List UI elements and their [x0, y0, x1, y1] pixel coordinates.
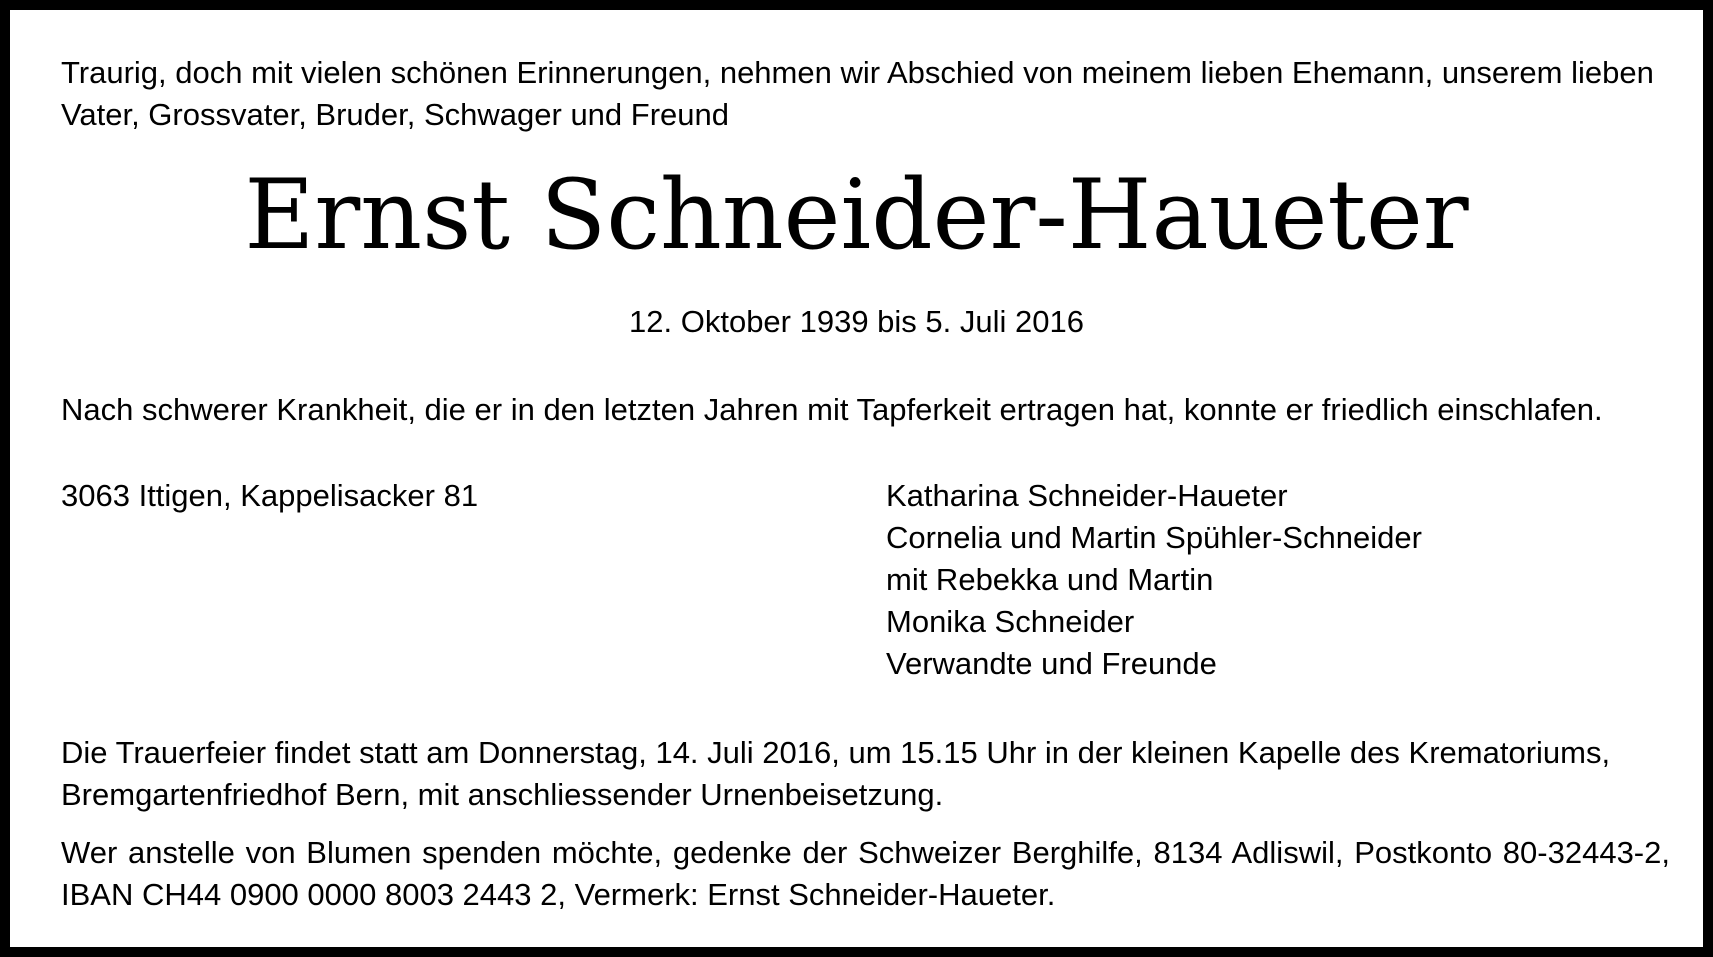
service-text: Die Trauerfeier findet statt am Donnerstag, 14. Juli 2016, um 15.15 Uhr in der kleinen Kapelle des Krematoriums, Bremgartenfriedhof Bern, mit anschliessender Urnenbeisetzung. — [61, 735, 1611, 812]
intro-text: Traurig, doch mit vielen schönen Erinnerungen, nehmen wir Abschied von meinem lieben Ehemann, unserem lieben Vater, Grossvater, Bruder, Schwager und Freund — [61, 55, 1654, 132]
mourner-line: Cornelia und Martin Spühler-Schneider — [886, 520, 1422, 555]
mourners-list — [886, 475, 1422, 685]
deceased-name: Ernst Schneider-Haueter — [244, 159, 1469, 271]
illness-text: Nach schwerer Krankheit, die er in den letzten Jahren mit Tapferkeit ertragen hat, konnte er friedlich einschlafen. — [61, 392, 1603, 427]
address: 3063 Ittigen, Kappelisacker 81 — [61, 478, 479, 513]
mourner-line: Monika Schneider — [886, 604, 1135, 639]
donation-text: Wer anstelle von Blumen spenden möchte, gedenke der Schweizer Berghilfe, 8134 Adliswil, Postkonto 80-32443-2, IBAN CH44 0900 0000 8003 2443 2, Vermerk: Ernst Schneider-Haueter. — [61, 835, 1670, 912]
life-dates: 12. Oktober 1939 bis 5. Juli 2016 — [629, 304, 1084, 339]
mourner-line: Katharina Schneider-Haueter — [886, 478, 1288, 513]
mourner-line: Verwandte und Freunde — [886, 646, 1217, 681]
mourner-line: mit Rebekka und Martin — [886, 562, 1214, 597]
